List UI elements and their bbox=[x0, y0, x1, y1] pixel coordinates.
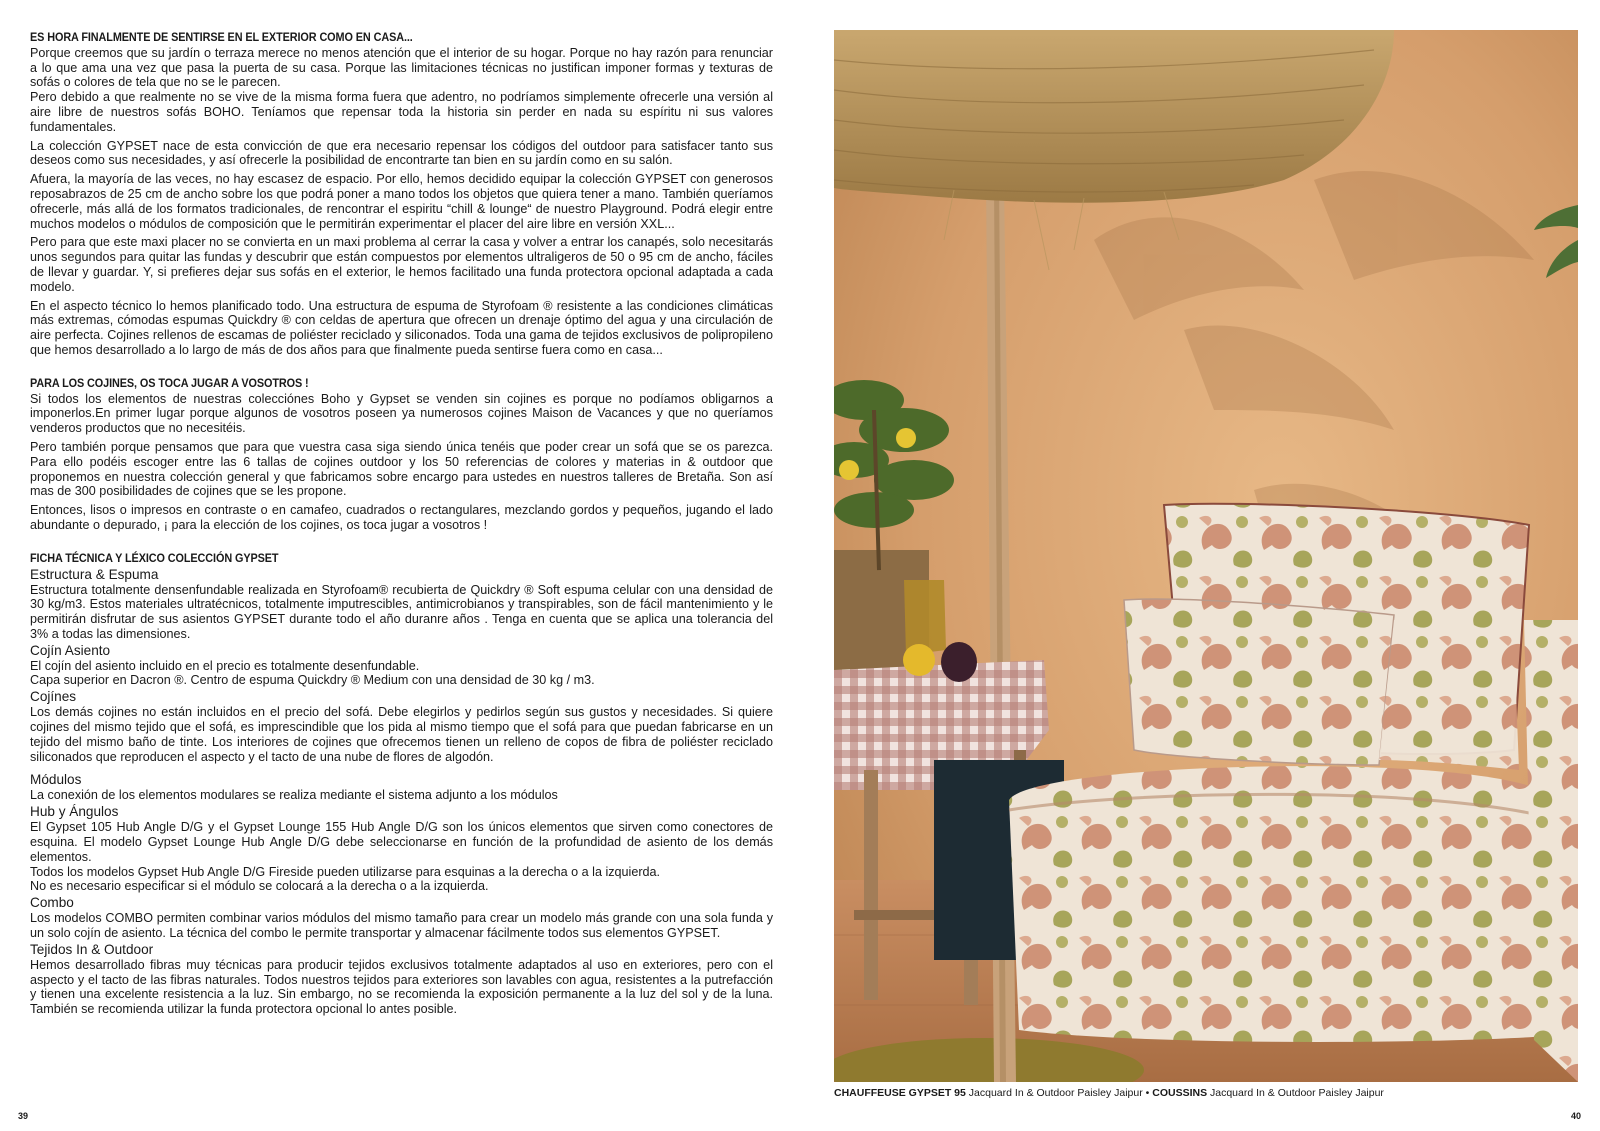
section-heading-outdoor: ES HORA FINALMENTE DE SENTIRSE EN EL EXTERIOR COMO EN CASA... bbox=[30, 30, 413, 44]
subheading-combo: Combo bbox=[30, 895, 74, 911]
subheading-seat-cushion: Cojín Asiento bbox=[30, 642, 111, 658]
paragraph: En el aspecto técnico lo hemos planificado todo. Una estructura de espuma de Styrofoam ® resistente a las condiciones climáticas más extremas, cómodas espumas Quickdry ® con celdas de apertura que ofrecen un drenaje óptimo del agua y una circulación de aire perfecta. Cojines rellenos de escamas de poliéster reciclado y siliconados. Toda una gama de tejidos exclusivos de polipropileno que hemos desarrollado a lo largo de más de dos años para que finalmente pueda sentirse fuera como en casa... bbox=[30, 298, 773, 357]
page-number-left: 39 bbox=[18, 1111, 29, 1121]
page-number-right: 40 bbox=[1571, 1111, 1582, 1121]
paragraph: Hemos desarrollado fibras muy técnicas para producir tejidos exclusivos totalmente adaptados al uso en exteriores, pero con el aspecto y el tacto de las fibras naturales. Todos nuestros tejidos para exteriores son lavables con agua, resistentes a la putrefacción y tienen una excelente resistencia a la luz. Sin embargo, no se recomienda la exposición permanente a la luz del sol y de la luna. También se recomienda utilizar la funda protectora opcional lo antes posible. bbox=[30, 957, 773, 1017]
paragraph: La colección GYPSET nace de esta convicción de que era necesario repensar los códigos del outdoor para satisfacer tanto sus deseos como sus necesidades, y así ofrecerle la posibilidad de encontrarte tan bien en su jardín como en su salón. bbox=[30, 138, 773, 168]
product-photo bbox=[834, 30, 1578, 1082]
caption-fabric: Jacquard In & Outdoor Paisley Jaipur bbox=[1207, 1087, 1384, 1099]
paragraph: Si todos los elementos de nuestras colecciónes Boho y Gypset se venden sin cojines es porque no podíamos obligarnos a imponerlos.En primer lugar porque algunos de vosotros poseen ya numerosos cojines Maison de Vacances y que no queríamos venderos productos que no necesitéis. bbox=[30, 391, 773, 436]
section-heading-cushions: PARA LOS COJINES, OS TOCA JUGAR A VOSOTROS ! bbox=[30, 375, 309, 390]
paragraph: Pero también porque pensamos que para que vuestra casa siga siendo única tenéis que poder crear un sofá que se os parezca. Para ello podéis escoger entre las 6 tallas de cojines outdoor y los 50 referencias de colores y materias in & outdoor que proponemos en nuestra colección general y que fabricamos sobre encargo para ustedes en nuestros talleres de Bretaña. Son así mas de 300 posibilidades de cojines que se les propone. bbox=[30, 439, 773, 499]
paragraph: El cojín del asiento incluido en el precio es totalmente desenfundable. Capa superior en Dacron ®. Centro de espuma Quickdry ® Medium con una densidad de 30 kg / m3. bbox=[30, 658, 595, 688]
paragraph: Los modelos COMBO permiten combinar varios módulos del mismo tamaño para crear un modelo más grande con una sola funda y un solo cojín de asiento. La técnica del combo le permite transportar y almacenar fácilmente todos sus elementos GYPSET. bbox=[30, 911, 773, 941]
paragraph: La conexión de los elementos modulares se realiza mediante el sistema adjunto a los módulos bbox=[30, 788, 558, 803]
subheading-structure: Estructura & Espuma bbox=[30, 566, 159, 582]
paragraph: Estructura totalmente densenfundable realizada en Styrofoam® recubierta de Quickdry ® Soft espuma celular con una densidad de 30 kg/m3. Estos materiales ultratécnicos, totalmente imputrescibles, antimicrobianos y transpirables, son de fácil mantenimiento y le permitirán disfrutar de sus asientos GYPSET durante todo el año duranre años . Tenga en cuenta que se aplica una tolerancia del 3% a todas las dimensiones. bbox=[30, 582, 773, 641]
paragraph: Porque creemos que su jardín o terraza merece no menos atención que el interior de su hogar. Porque no hay razón para renunciar a lo que ama una vez que pasa la puerta de su casa. Porque las limitaciones técnicas no justifican imponer formas y texturas de sofás o colores de tela que no se le parecen. Pero debido a que realmente no se vive de la misma forma fuera que adentro, no podríamos simplemente ofrecerle una versión al aire libre de nuestros sofás BOHO. Teníamos que repensar toda la historia sin perder en nada su espíritu ni sus valores fundamentales. bbox=[30, 45, 773, 134]
paragraph: El Gypset 105 Hub Angle D/G y el Gypset Lounge 155 Hub Angle D/G son los únicos elementos que sirven como conectores de esquina. El modelo Gypset Lounge Hub Angle D/G debe seleccionarse en función de la profundidad de asiento de los demás elementos. Todos los modelos Gypset Hub Angle D/G Fireside pueden utilizarse para esquinas a la derecha o a la izquierda. No es necesario especificar si el módulo se colocará a la derecha o a la izquierda. bbox=[30, 820, 773, 894]
paragraph: Pero para que este maxi placer no se convierta en un maxi problema al cerrar la casa y volver a entrar los canapés, solo necesitarás unos segundos para quitar las fundas y descubrir que están compuestos por elementos ultraligeros de 50 o 95 cm de ancho, fáciles de llevar y guardar. Y, si prefieres dejar sus sofás en el exterior, le hemos facilitado una funda protectora opcional adaptada a cada modelo. bbox=[30, 235, 773, 294]
paragraph: Entonces, lisos o impresos en contraste o en camafeo, cuadrados o rectangulares, mezclando gordos y pequeños, jugando el lado abundante o depurado, ¡ para la elección de los cojines, os toca jugar a vosotros ! bbox=[30, 503, 773, 532]
paragraph: Los demás cojines no están incluidos en el precio del sofá. Debe elegirlos y pedirlos según sus gustos y necesidades. Si quiere cojines del mismo tejido que el sofá, es imprescindible que los pida al mismo tiempo que el sofá para que puedan fabricarse en un tejido del mismo baño de tinte. Los interiores de cojines que ofrecemos tienen un relleno de copos de fibra de poliéster reciclado siliconados que reproducen el aspecto y el tacto de una nube de flores de algodón. bbox=[30, 705, 773, 764]
paragraph: Afuera, la mayoría de las veces, no hay escasez de espacio. Por ello, hemos decidido equipar la colección GYPSET con generosos reposabrazos de 25 cm de ancho sobre los que podrá poner a mano todos los objetos que quiera tener a mano. También queríamos ofrecerle, más allá de los formatos tradicionales, de rencontrar el espiritu “chill & lounge“ de nuestro Playground. Podrá elegir entre muchos modelos o módulos de composición que le permitirán experimentar el placer del aire libre en versión XXL... bbox=[30, 172, 773, 231]
subheading-modules: Módulos bbox=[30, 772, 82, 788]
photo-caption bbox=[834, 1087, 1384, 1099]
left-text-column bbox=[30, 30, 773, 1017]
armchair-photo-illustration bbox=[834, 30, 1578, 1082]
subheading-hub-angles: Hub y Ángulos bbox=[30, 804, 119, 820]
caption-product: CHAUFFEUSE GYPSET 95 bbox=[834, 1087, 966, 1099]
section-heading-technical-sheet: FICHA TÉCNICA Y LÉXICO COLECCIÓN GYPSET bbox=[30, 550, 279, 565]
caption-product: COUSSINS bbox=[1152, 1087, 1208, 1099]
caption-fabric: Jacquard In & Outdoor Paisley Jaipur • bbox=[965, 1087, 1153, 1099]
subheading-fabrics: Tejidos In & Outdoor bbox=[30, 941, 154, 957]
subheading-cushions: Cojínes bbox=[30, 689, 77, 705]
